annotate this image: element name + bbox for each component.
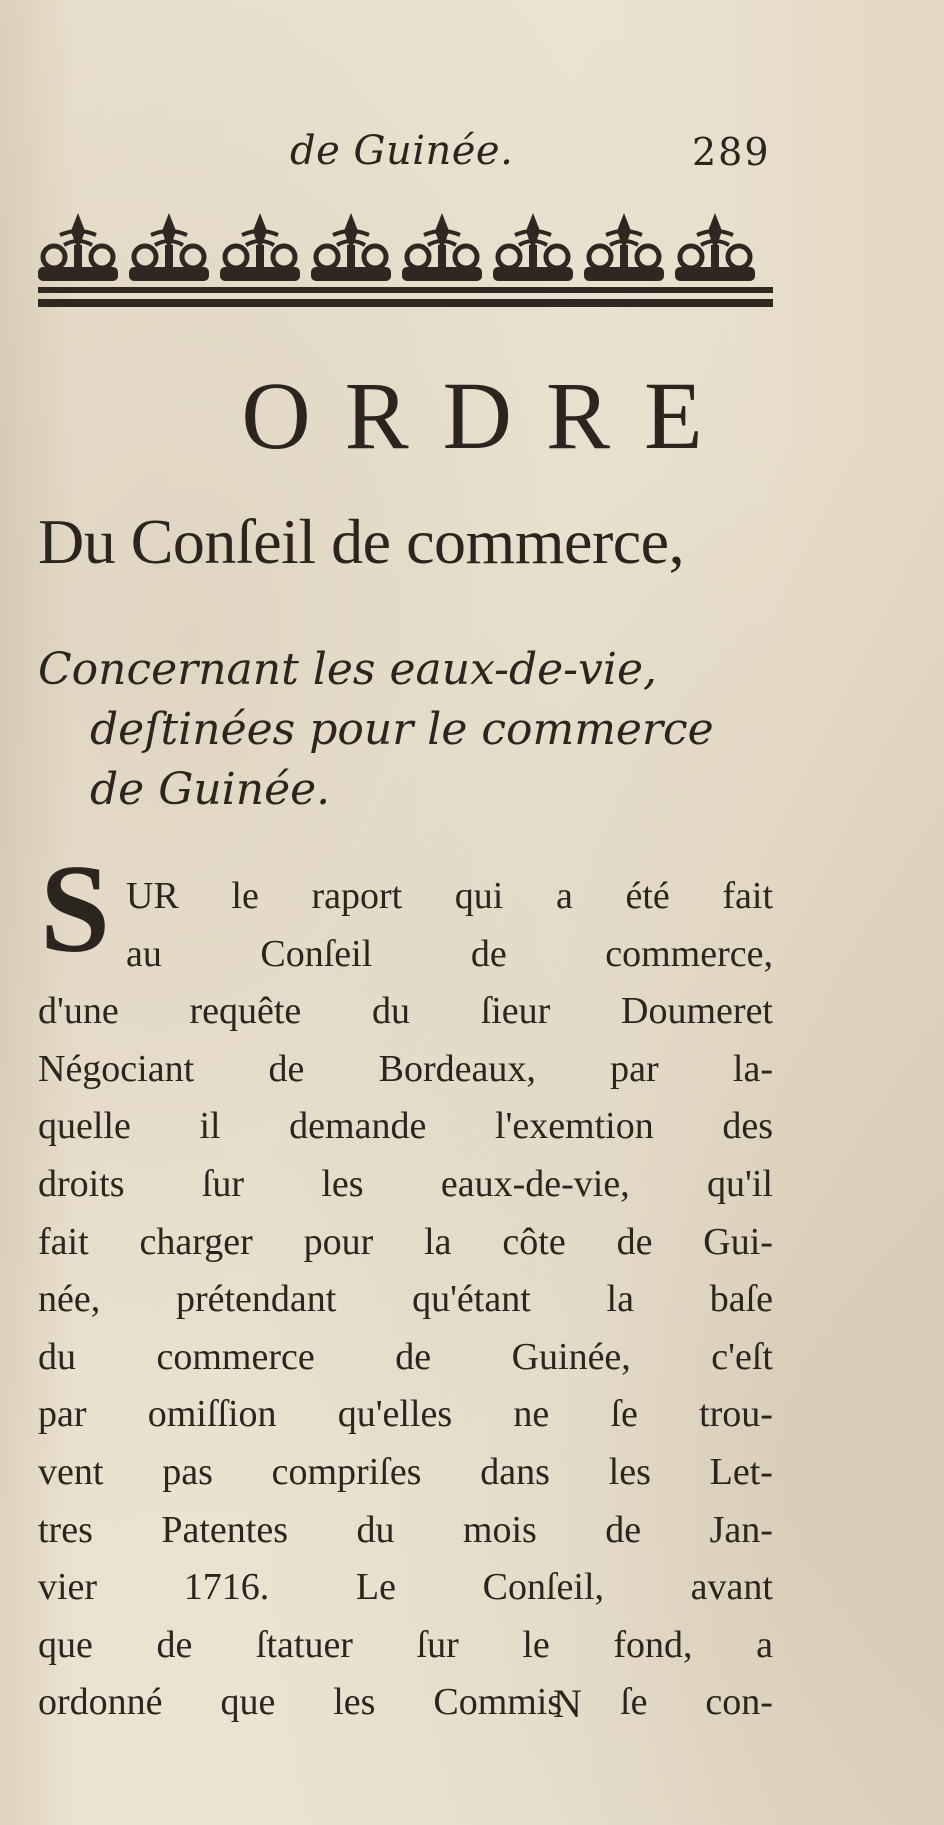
headpiece-ornament [38,205,773,317]
drop-cap: S [40,840,111,979]
body-line: ordonné que les Commis ſe con- [38,1681,773,1724]
body-line: du commerce de Guinée, c'eſt [38,1335,773,1378]
body-line: d'une requête du ſieur Doumeret [38,990,773,1033]
body-line: vent pas compriſes dans les Let- [38,1450,773,1493]
subtitle: Du Conſeil de commerce, [38,506,685,577]
caption [38,640,778,820]
running-head: de Guinée. [290,128,514,174]
body-line: fait charger pour la côte de Gui- [38,1220,773,1263]
page-number: 289 [692,130,771,174]
body-line: vier 1716. Le Conſeil, avant [38,1566,773,1609]
body-line: au Conſeil de commerce, [126,932,773,975]
body-line: droits ſur les eaux-de-vie, qu'il [38,1162,773,1205]
body-line: par omiſſion qu'elles ne ſe trou- [38,1393,773,1436]
caption-line: de Guinée. [90,764,331,815]
body-line: quelle il demande l'exemtion des [38,1105,773,1148]
body-line: Négociant de Bordeaux, par la- [38,1047,773,1090]
body-line: tres Patentes du mois de Jan- [38,1508,773,1551]
body-line: née, prétendant qu'étant la baſe [38,1278,773,1321]
body-text [38,868,773,1732]
body-line: UR le raport qui a été fait [126,875,773,917]
body-line: que de ſtatuer ſur le fond, a [38,1623,773,1666]
caption-line: deſtinées pour le commerce [90,704,714,755]
title: ORDRE [241,362,737,469]
caption-line: Concernant les eaux-de-vie, [38,644,658,695]
catchword: N [553,1681,582,1726]
